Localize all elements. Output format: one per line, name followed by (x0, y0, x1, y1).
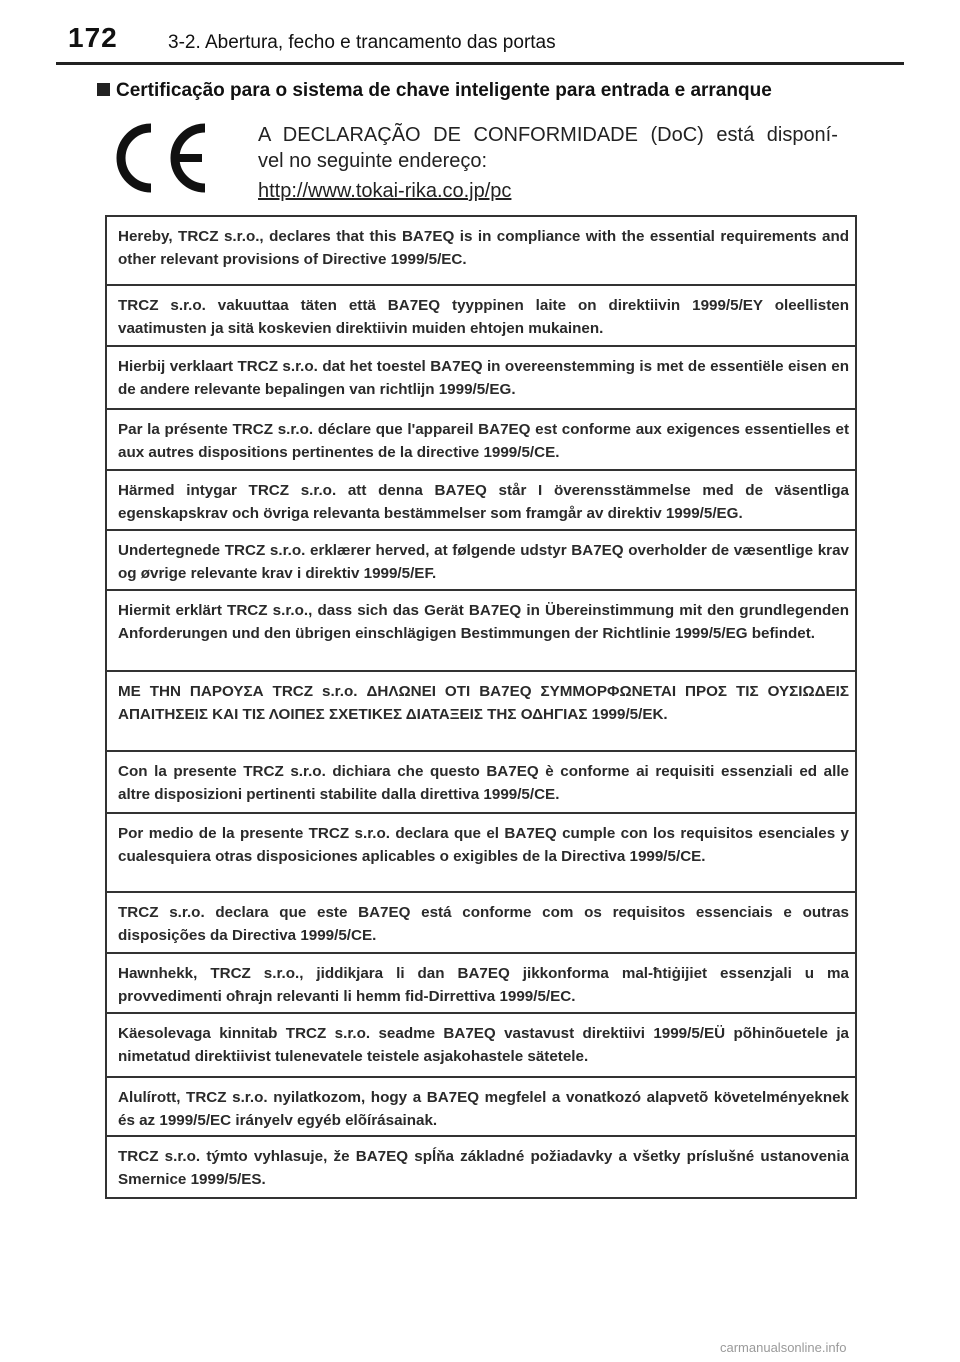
declaration-row: Käesolevaga kinnitab TRCZ s.r.o. seadme BA7EQ vastavust direktiivi 1999/5/EÜ põhinõuetele ja nimetatud direktiivist tulenevatele teistele asjakohastele sätetele. (107, 1014, 855, 1078)
declaration-row: Hawnhekk, TRCZ s.r.o., jiddikjara li dan BA7EQ jikkonforma mal-ħtiġijiet essenzjali u ma provvedimenti oħrajn relevanti li hemm fid-Dirrettiva 1999/5/EC. (107, 954, 855, 1014)
declaration-row: Con la presente TRCZ s.r.o. dichiara che questo BA7EQ è conforme ai requisiti essenziali ed alle altre disposizioni pertinenti stabilite dalla direttiva 1999/5/CE. (107, 752, 855, 814)
page-header (68, 22, 918, 64)
declaration-row: Par la présente TRCZ s.r.o. déclare que l'appareil BA7EQ est conforme aux exigences essentielles et aux autres dispositions pertinentes de la directive 1999/5/CE. (107, 410, 855, 471)
chapter-title: 3-2. Abertura, fecho e trancamento das portas (168, 32, 556, 53)
doc-intro (258, 122, 858, 204)
doc-intro-line: vel no seguinte endereço: (258, 150, 488, 172)
watermark: carmanualsonline.info (720, 1340, 847, 1355)
page-number: 172 (68, 22, 118, 53)
declaration-row: Hierbij verklaart TRCZ s.r.o. dat het toestel BA7EQ in overeenstemming is met de essentiële eisen en de andere relevante bepalingen van richtlijn 1999/5/EG. (107, 347, 855, 410)
declaration-row: ΜΕ ΤΗΝ ΠΑΡΟΥΣΑ TRCZ s.r.o. ΔΗΛΩΝΕΙ ΟΤΙ BA7EQ ΣΥΜΜΟΡΦΩΝΕΤΑΙ ΠΡΟΣ ΤΙΣ ΟΥΣΙΩΔΕΙΣ ΑΠΑΙΤΗΣΕΙΣ ΚΑΙ ΤΙΣ ΛΟΙΠΕΣ ΣΧΕΤΙΚΕΣ ΔΙΑΤΑΞΕΙΣ ΤΗΣ ΟΔΗΓΙΑΣ 1999/5/ΕΚ. (107, 672, 855, 752)
declaration-row: TRCZ s.r.o. vakuuttaa täten että BA7EQ tyyppinen laite on direktiivin 1999/5/EY oleellisten vaatimusten ja sitä koskevien direktiivin muiden ehtojen mukainen. (107, 286, 855, 347)
ce-mark-icon (112, 120, 210, 196)
header-rule (56, 62, 904, 65)
declaration-row: Por medio de la presente TRCZ s.r.o. declara que el BA7EQ cumple con los requisitos esenciales y cualesquiera otras disposiciones aplicables o exigibles de la Directiva 1999/5/CE. (107, 814, 855, 893)
declaration-row: Undertegnede TRCZ s.r.o. erklærer herved, at følgende udstyr BA7EQ overholder de væsentlige krav og øvrige relevante krav i direktiv 1999/5/EF. (107, 531, 855, 591)
declaration-row: Alulírott, TRCZ s.r.o. nyilatkozom, hogy a BA7EQ megfelel a vonatkozó alapvetõ követelményeknek és az 1999/5/EC irányelv egyéb elõírásainak. (107, 1078, 855, 1137)
declaration-row: Härmed intygar TRCZ s.r.o. att denna BA7EQ står I överensstämmelse med de väsentliga egenskapskrav och övriga relevanta bestämmelser som framgår av direktiv 1999/5/EG. (107, 471, 855, 531)
section-heading (97, 80, 897, 102)
declaration-table (105, 215, 857, 1199)
doc-link[interactable]: http://www.tokai-rika.co.jp/pc (258, 180, 512, 202)
declaration-row: Hereby, TRCZ s.r.o., declares that this BA7EQ is in compliance with the essential requirements and other relevant provisions of Directive 1999/5/EC. (107, 217, 855, 286)
declaration-row: TRCZ s.r.o. declara que este BA7EQ está conforme com os requisitos essenciais e outras disposições da Directiva 1999/5/CE. (107, 893, 855, 954)
doc-intro-line: A DECLARAÇÃO DE CONFORMIDADE (DoC) está disponí- (258, 124, 838, 146)
declaration-row: TRCZ s.r.o. týmto vyhlasuje, že BA7EQ spĺňa základné požiadavky a všetky príslušné ustanovenia Smernice 1999/5/ES. (118, 1148, 849, 1188)
declaration-row: Hiermit erklärt TRCZ s.r.o., dass sich das Gerät BA7EQ in Übereinstimmung mit den grundlegenden Anforderungen und den übrigen einschlägigen Bestimmungen der Richtlinie 1999/5/EG befindet. (107, 591, 855, 672)
section-heading-text: Certificação para o sistema de chave inteligente para entrada e arranque (116, 80, 772, 101)
square-bullet-icon (97, 83, 110, 96)
